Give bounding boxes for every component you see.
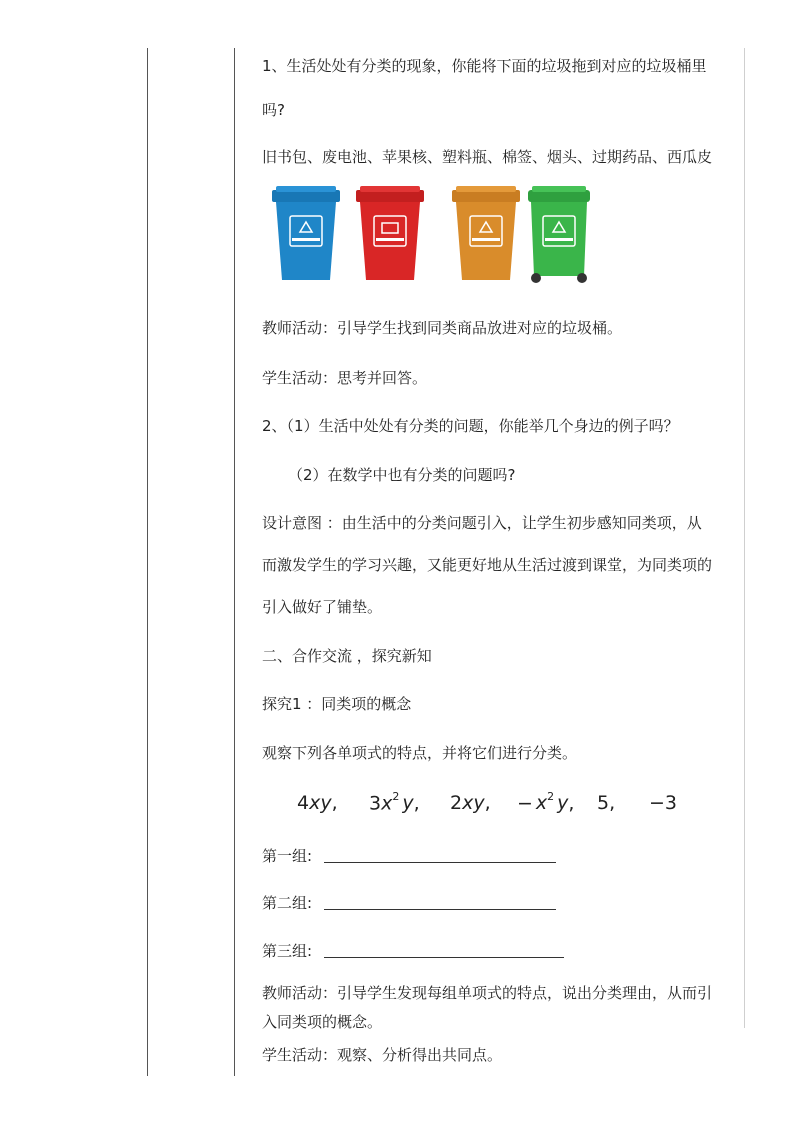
monomial-2xy: 2xy, [450, 792, 491, 814]
garbage-items: 旧书包、废电池、苹果核、塑料瓶、棉签、烟头、过期药品、西瓜皮 [262, 148, 713, 166]
teacher-activity-2-line-2: 入同类项的概念。 [262, 1013, 383, 1031]
question-1-line-2: 吗? [262, 101, 285, 119]
monomial-neg-x2y: − $x^2$ y, [517, 790, 575, 815]
student-activity-1: 学生活动：思考并回答。 [262, 369, 428, 387]
group-2-label: 第二组: [262, 894, 313, 912]
monomial-5: 5, [597, 792, 616, 814]
monomial-4xy: 4xy, [297, 792, 338, 814]
green-kitchen-bin-icon [526, 186, 592, 284]
monomial-neg-3: −3 [649, 792, 678, 814]
design-intent-line-2: 而激发学生的学习兴趣，又能更好地从生活过渡到课堂，为同类项的 [262, 556, 713, 574]
garbage-bins [270, 186, 600, 286]
section-heading: 二、合作交流 ，探究新知 [262, 647, 432, 665]
group-1-blank[interactable] [324, 862, 556, 863]
group-2-blank[interactable] [324, 909, 556, 910]
table-border-right [744, 48, 745, 1028]
observe-instruction: 观察下列各单项式的特点，并将它们进行分类。 [262, 744, 578, 762]
group-3-blank[interactable] [324, 957, 564, 958]
red-hazardous-bin-icon [354, 186, 426, 284]
explore-heading: 探究1 ：同类项的概念 [262, 695, 412, 713]
blue-recycle-bin-icon [270, 186, 342, 284]
monomial-3x2y: $3x^2$ y, [369, 790, 420, 815]
question-2-part-1: 2、（1）生活中处处有分类的问题，你能举几个身边的例子吗？ [262, 417, 679, 435]
table-border-left [147, 48, 148, 1076]
teacher-activity-1: 教师活动：引导学生找到同类商品放进对应的垃圾桶。 [262, 319, 623, 337]
design-intent-line-1: 设计意图 ：由生活中的分类问题引入，让学生初步感知同类项，从 [262, 514, 702, 532]
group-3-label: 第三组: [262, 942, 313, 960]
design-intent-line-3: 引入做好了铺垫。 [262, 598, 383, 616]
teacher-activity-2-line-1: 教师活动：引导学生发现每组单项式的特点，说出分类理由，从而引 [262, 984, 713, 1002]
student-activity-2: 学生活动：观察、分析得出共同点。 [262, 1046, 503, 1064]
question-2-part-2: （2）在数学中也有分类的问题吗? [288, 466, 516, 484]
question-1-line-1: 1、生活处处有分类的现象，你能将下面的垃圾拖到对应的垃圾桶里 [262, 57, 707, 75]
orange-other-bin-icon [450, 186, 522, 284]
group-1-label: 第一组: [262, 847, 313, 865]
table-border-middle [234, 48, 235, 1076]
